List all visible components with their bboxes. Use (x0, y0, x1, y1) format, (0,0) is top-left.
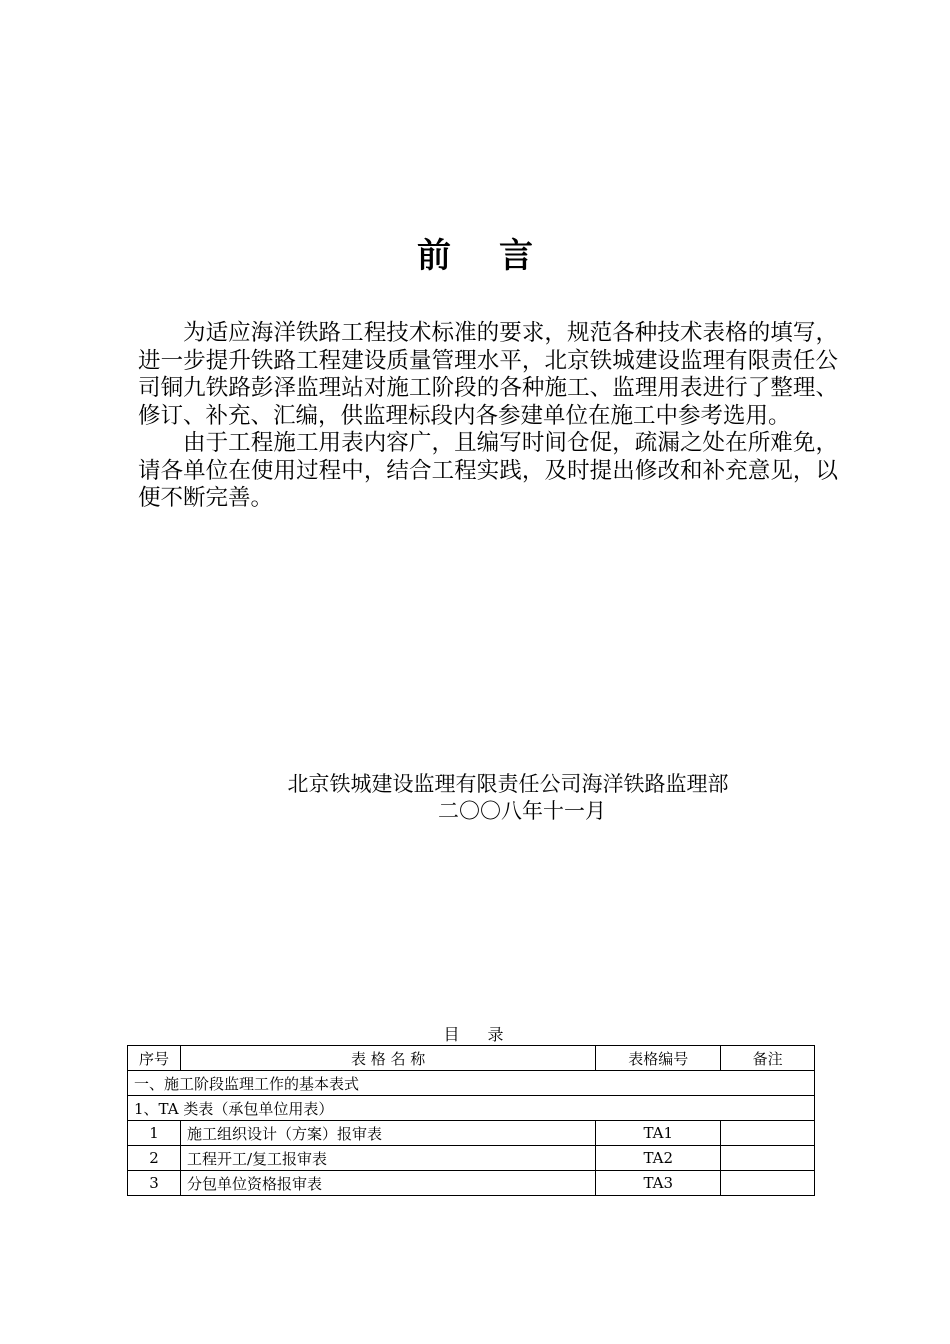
page-title: 前言 (417, 236, 581, 276)
header-name: 表 格 名 称 (180, 1046, 595, 1071)
toc-title: 目录 (443, 1025, 532, 1044)
toc-subsection-row (128, 1096, 815, 1121)
row-name: 分包单位资格报审表 (180, 1171, 595, 1196)
row-name: 工程开工/复工报审表 (180, 1146, 595, 1171)
table-row (128, 1121, 815, 1146)
toc-section-row (128, 1071, 815, 1096)
header-code: 表格编号 (596, 1046, 721, 1071)
preface-paragraph-2: 由于工程施工用表内容广，且编写时间仓促，疏漏之处在所难免，请各单位在使用过程中，结合工程实践，及时提出修改和补充意见，以便不断完善。 (138, 430, 838, 511)
preface-paragraph-1: 为适应海洋铁路工程技术标准的要求，规范各种技术表格的填写，进一步提升铁路工程建设质量管理水平，北京铁城建设监理有限责任公司铜九铁路彭泽监理站对施工阶段的各种施工、监理用表进行了整理、修订、补充、汇编，供监理标段内各参建单位在施工中参考选用。 (138, 320, 838, 429)
preface-body (138, 320, 838, 513)
signature-organization: 北京铁城建设监理有限责任公司海洋铁路监理部 (287, 772, 729, 796)
row-note (721, 1171, 815, 1196)
row-code: TA1 (596, 1121, 721, 1146)
row-code: TA3 (596, 1171, 721, 1196)
toc-section: 一、施工阶段监理工作的基本表式 (128, 1071, 815, 1096)
toc-subsection: 1、TA 类表（承包单位用表） (128, 1096, 815, 1121)
row-seq: 1 (128, 1121, 181, 1146)
header-seq: 序号 (128, 1046, 181, 1071)
row-seq: 2 (128, 1146, 181, 1171)
row-note (721, 1146, 815, 1171)
row-name: 施工组织设计（方案）报审表 (180, 1121, 595, 1146)
signature-date: 二〇〇八年十一月 (438, 799, 606, 823)
row-note (721, 1121, 815, 1146)
toc-table (127, 1045, 815, 1196)
row-code: TA2 (596, 1146, 721, 1171)
row-seq: 3 (128, 1171, 181, 1196)
toc-header-row (128, 1046, 815, 1071)
header-note: 备注 (721, 1046, 815, 1071)
table-row (128, 1146, 815, 1171)
table-row (128, 1171, 815, 1196)
